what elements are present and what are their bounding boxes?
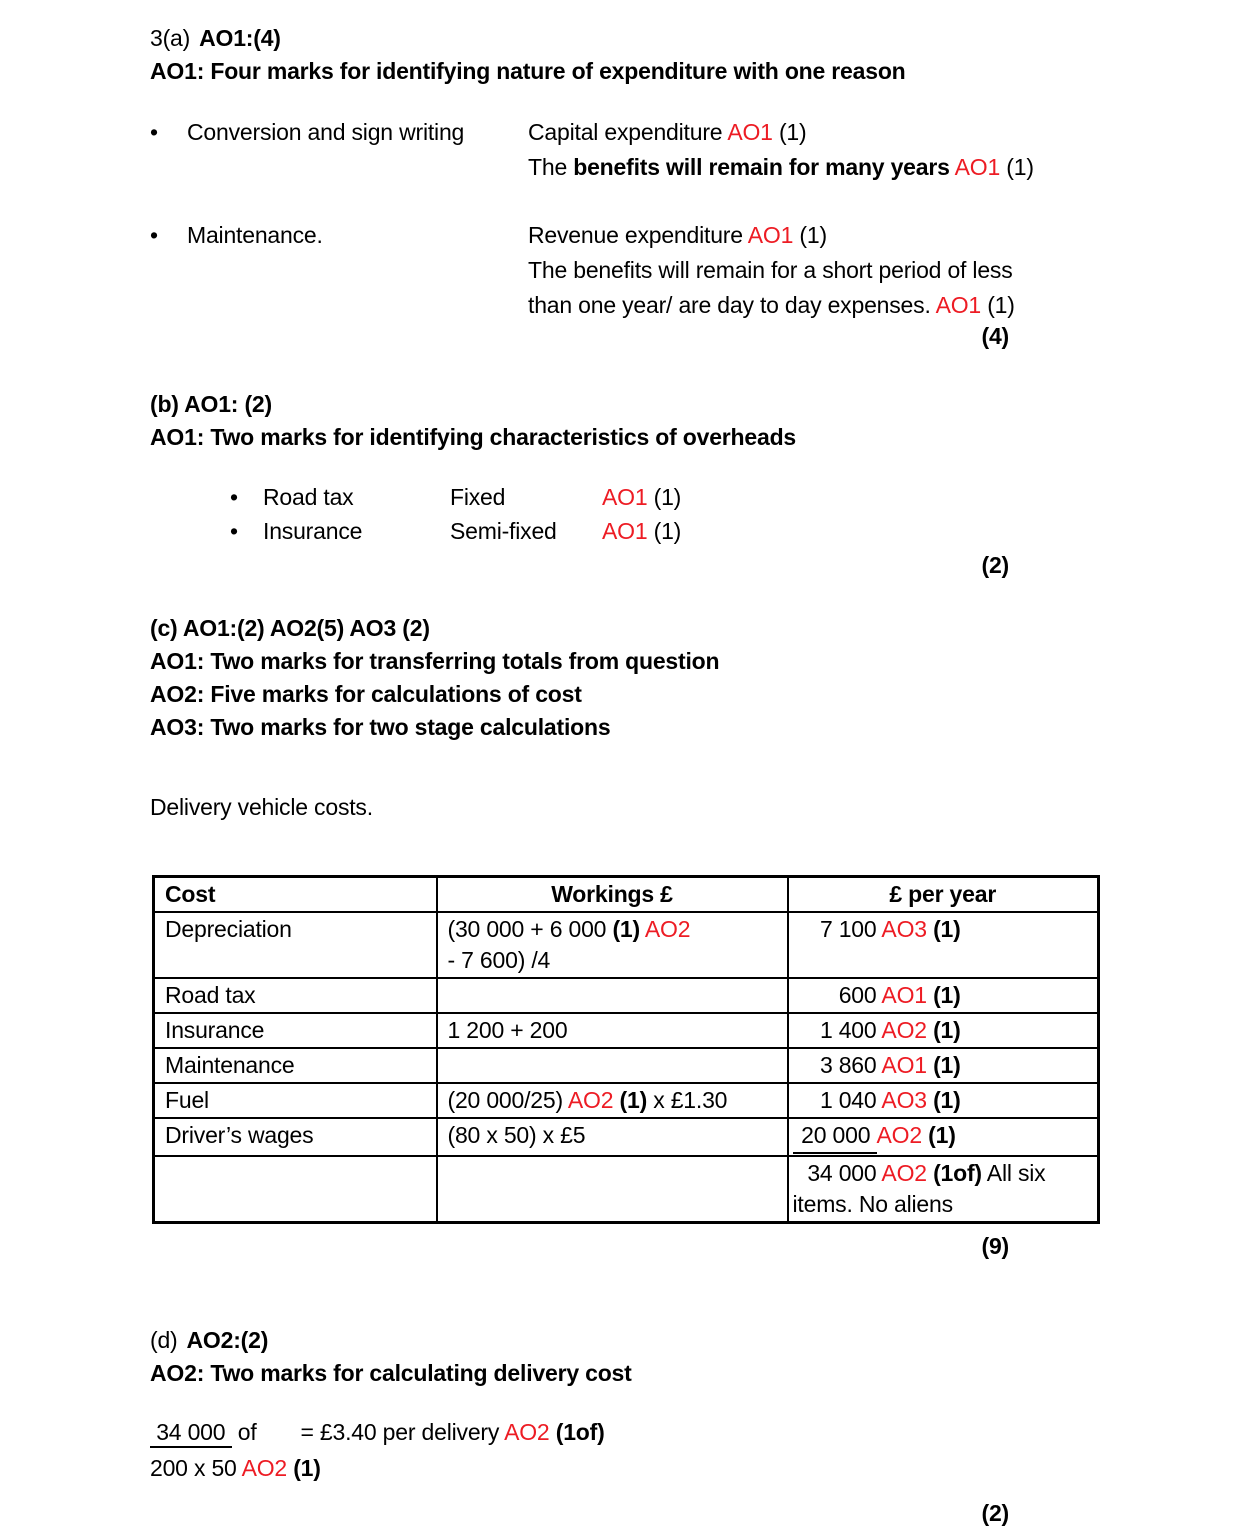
text-segment: (1) xyxy=(933,1052,961,1078)
bullet-icon: • xyxy=(150,222,158,248)
section-d xyxy=(150,1324,1097,1531)
delivery-vehicle-costs-table xyxy=(152,875,1100,1224)
section-b xyxy=(150,388,1097,583)
question-number: 3(a) xyxy=(150,25,191,51)
text-segment: 20 000 xyxy=(793,1120,877,1154)
text-segment: AO2 xyxy=(644,916,691,942)
section-b-criterion: AO1: Two marks for identifying characteristics of overheads xyxy=(150,424,797,450)
text-segment: Road tax xyxy=(165,982,256,1008)
marks-total-b: (2) xyxy=(981,552,1009,578)
answer-line xyxy=(528,150,1034,185)
list-item xyxy=(150,115,1097,185)
cell-workings xyxy=(437,978,788,1013)
list-item xyxy=(230,480,1097,514)
overhead-mark xyxy=(602,480,681,514)
cell-per-year xyxy=(788,1013,1099,1048)
overhead-type: Fixed xyxy=(450,484,506,510)
cell-cost xyxy=(154,912,437,978)
text-segment: AO1 xyxy=(954,154,1001,180)
bullet-label: Maintenance. xyxy=(187,222,323,248)
section-b-bullet-list xyxy=(150,480,1097,548)
text-segment: Depreciation xyxy=(165,916,292,942)
table-row xyxy=(154,978,1099,1013)
answer-line xyxy=(528,218,1015,253)
text-segment: than one year/ are day to day expenses. xyxy=(528,292,936,318)
text-segment: (1) xyxy=(981,292,1015,318)
text-segment: benefits will remain for many years xyxy=(573,154,950,180)
marks-total-a: (4) xyxy=(981,323,1009,349)
text-segment: (1) xyxy=(933,916,961,942)
text-segment: (1) xyxy=(647,518,682,544)
bullet-icon: • xyxy=(150,119,158,145)
cell-workings xyxy=(437,1083,788,1118)
calc-numerator-line xyxy=(150,1414,1097,1450)
text-segment: All six xyxy=(981,1160,1046,1186)
table-header-row xyxy=(154,877,1099,913)
table-row xyxy=(154,1156,1099,1223)
cell-workings xyxy=(437,1118,788,1156)
text-segment: Maintenance xyxy=(165,1052,295,1078)
section-c xyxy=(150,612,1097,1264)
text-segment: AO1 xyxy=(935,292,981,318)
cell-workings xyxy=(437,1156,788,1223)
text-segment: AO1 xyxy=(881,982,927,1008)
text-segment: of xyxy=(231,1419,257,1445)
cell-per-year xyxy=(788,912,1099,978)
text-segment: AO2 xyxy=(876,1122,922,1148)
section-a-bullet-list xyxy=(150,115,1097,323)
text-segment: 7 100 xyxy=(819,916,877,942)
text-segment: (80 x 50) x £5 xyxy=(447,1122,586,1148)
cell-per-year xyxy=(788,1048,1099,1083)
question-number: (d) xyxy=(150,1327,178,1353)
table-intro: Delivery vehicle costs. xyxy=(150,794,373,820)
text-segment: AO1 xyxy=(727,119,773,145)
section-d-heading xyxy=(150,1324,1097,1357)
cell-cost xyxy=(154,1048,437,1083)
text-segment: AO1 xyxy=(881,1052,927,1078)
text-segment: 1 400 xyxy=(819,1017,877,1043)
text-segment: Fuel xyxy=(165,1087,209,1113)
text-segment: 1 200 + 200 xyxy=(447,1017,568,1043)
bullet-icon: • xyxy=(230,518,238,544)
table-row xyxy=(154,1118,1099,1156)
cell-workings xyxy=(437,912,788,978)
text-segment: AO2 xyxy=(504,1419,550,1445)
text-segment: (1) xyxy=(928,1122,956,1148)
section-a-title: AO1:(4) xyxy=(199,25,281,51)
answer-line xyxy=(528,253,1015,288)
text-segment: AO2 xyxy=(241,1455,287,1481)
text-segment: AO2 xyxy=(567,1087,614,1113)
text-segment: (1) xyxy=(647,484,682,510)
section-a-heading xyxy=(150,22,1097,55)
text-segment: (1) xyxy=(772,119,807,145)
table-row xyxy=(154,912,1099,978)
bullet-answers xyxy=(528,115,1034,185)
cell-workings xyxy=(437,1048,788,1083)
text-segment: - 7 600) /4 xyxy=(447,947,551,973)
cell-cost xyxy=(154,1013,437,1048)
calc-denominator-line xyxy=(150,1450,1097,1486)
text-segment: (30 000 + 6 000 xyxy=(447,916,613,942)
text-segment: (1) xyxy=(933,1017,961,1043)
column-header-workings: Workings £ xyxy=(437,877,788,913)
list-item xyxy=(230,514,1097,548)
table-row xyxy=(154,1048,1099,1083)
cell-cost xyxy=(154,1156,437,1223)
cell-workings xyxy=(437,1013,788,1048)
text-segment: (20 000/25) xyxy=(447,1087,568,1113)
text-segment: x £1.30 xyxy=(647,1087,728,1113)
text-segment: Revenue expenditure xyxy=(528,222,748,248)
overhead-mark xyxy=(602,514,681,548)
text-segment: items. No aliens xyxy=(792,1191,953,1217)
text-segment: The benefits will remain for a short period of less xyxy=(528,257,1013,283)
list-item xyxy=(150,218,1097,323)
cell-per-year xyxy=(788,1083,1099,1118)
section-a-criterion: AO1: Four marks for identifying nature of expenditure with one reason xyxy=(150,58,906,84)
cell-cost xyxy=(154,978,437,1013)
text-segment: AO1 xyxy=(602,518,648,544)
text-segment: AO3 xyxy=(881,916,927,942)
text-segment: 600 xyxy=(838,982,877,1008)
overhead-label: Road tax xyxy=(263,484,354,510)
marks-total-c: (9) xyxy=(981,1233,1009,1259)
overhead-type: Semi-fixed xyxy=(450,518,557,544)
cell-per-year xyxy=(788,978,1099,1013)
section-c-heading: (c) AO1:(2) AO2(5) AO3 (2) xyxy=(150,615,430,641)
cell-cost xyxy=(154,1118,437,1156)
text-segment: 1 040 xyxy=(819,1087,877,1113)
section-c-criterion: AO1: Two marks for transferring totals from question xyxy=(150,648,720,674)
text-segment: = £3.40 per delivery xyxy=(300,1419,505,1445)
text-segment: Insurance xyxy=(165,1017,265,1043)
text-segment: AO1 xyxy=(602,484,648,510)
section-d-title: AO2:(2) xyxy=(186,1327,269,1353)
section-d-criterion: AO2: Two marks for calculating delivery cost xyxy=(150,1360,632,1386)
text-segment: (1) xyxy=(933,1087,961,1113)
text-segment: (1of) xyxy=(555,1419,605,1445)
section-c-criterion: AO2: Five marks for calculations of cost xyxy=(150,681,582,707)
text-segment: Driver’s wages xyxy=(165,1122,314,1148)
overhead-label: Insurance xyxy=(263,518,363,544)
text-segment: (1) xyxy=(1000,154,1034,180)
text-segment: AO2 xyxy=(881,1017,927,1043)
text-segment: AO1 xyxy=(747,222,794,248)
section-c-criterion: AO3: Two marks for two stage calculations xyxy=(150,714,611,740)
text-segment: (1) xyxy=(619,1087,648,1113)
text-segment: 200 x 50 xyxy=(150,1455,242,1481)
text-segment: (1) xyxy=(793,222,827,248)
bullet-icon: • xyxy=(230,484,238,510)
delivery-cost-calculation xyxy=(150,1414,1097,1486)
text-segment: The xyxy=(528,154,574,180)
section-a xyxy=(150,22,1097,354)
cell-cost xyxy=(154,1083,437,1118)
bullet-label: Conversion and sign writing xyxy=(187,119,465,145)
text-segment: 34 000 xyxy=(807,1160,877,1186)
column-header-cost: Cost xyxy=(154,877,437,913)
cell-per-year xyxy=(788,1156,1099,1223)
section-b-heading: (b) AO1: (2) xyxy=(150,391,272,417)
text-segment: AO3 xyxy=(881,1087,927,1113)
column-header-per-year: £ per year xyxy=(788,877,1099,913)
text-segment: (1) xyxy=(293,1455,321,1481)
bullet-answers xyxy=(528,218,1015,323)
answer-line xyxy=(528,115,1034,150)
cell-per-year xyxy=(788,1118,1099,1156)
text-segment: AO2 xyxy=(881,1160,927,1186)
table-row xyxy=(154,1013,1099,1048)
marks-total-d: (2) xyxy=(981,1500,1009,1526)
answer-line xyxy=(528,288,1015,323)
text-segment: 3 860 xyxy=(819,1052,877,1078)
text-segment: (1) xyxy=(933,982,961,1008)
text-segment: 34 000 xyxy=(150,1419,232,1448)
text-segment: (1) xyxy=(612,916,640,942)
text-segment: Capital expenditure xyxy=(528,119,728,145)
table-row xyxy=(154,1083,1099,1118)
text-segment: (1of) xyxy=(933,1160,982,1186)
